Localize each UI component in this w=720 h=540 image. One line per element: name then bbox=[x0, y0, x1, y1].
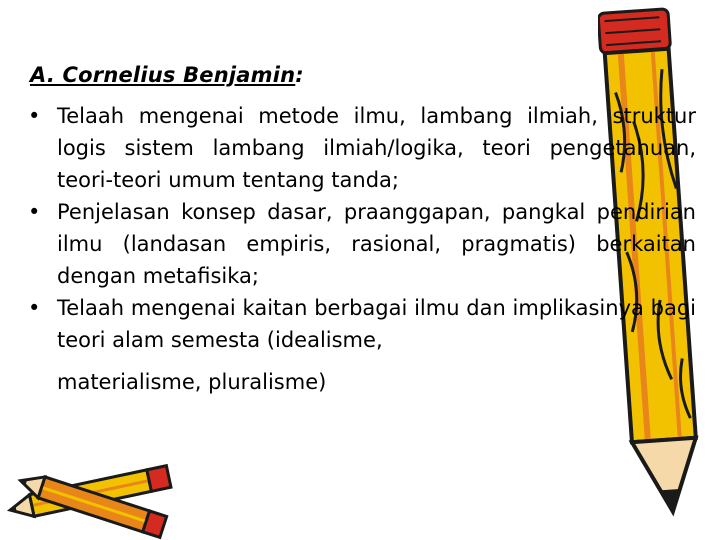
bullet-marker: • bbox=[28, 104, 41, 128]
slide-title bbox=[30, 63, 304, 87]
title-suffix: : bbox=[295, 63, 304, 87]
bullet-marker: • bbox=[28, 296, 41, 320]
author-name: A. Cornelius Benjamin bbox=[30, 63, 296, 87]
list-item bbox=[28, 100, 696, 196]
bullet-marker: • bbox=[28, 200, 41, 224]
list-item bbox=[28, 292, 696, 398]
list-item-text: Penjelasan konsep dasar, praanggapan, pangkal pendirian ilmu (landasan empiris, rasional, pragmatis) berkaitan dengan metafisika; bbox=[57, 200, 696, 288]
bullet-list bbox=[28, 100, 696, 398]
list-item-text: Telaah mengenai kaitan berbagai ilmu dan implikasinya bagi teori alam semesta (idealisme, bbox=[57, 296, 696, 352]
list-item-text: Telaah mengenai metode ilmu, lambang ilmiah, struktur logis sistem lambang ilmiah/logika, teori pengetahuan, teori-teori umum tentang tanda; bbox=[57, 104, 696, 192]
pencils-icon bbox=[0, 440, 200, 540]
list-item-text-continued: materialisme, pluralisme) bbox=[57, 370, 327, 394]
list-item bbox=[28, 196, 696, 292]
